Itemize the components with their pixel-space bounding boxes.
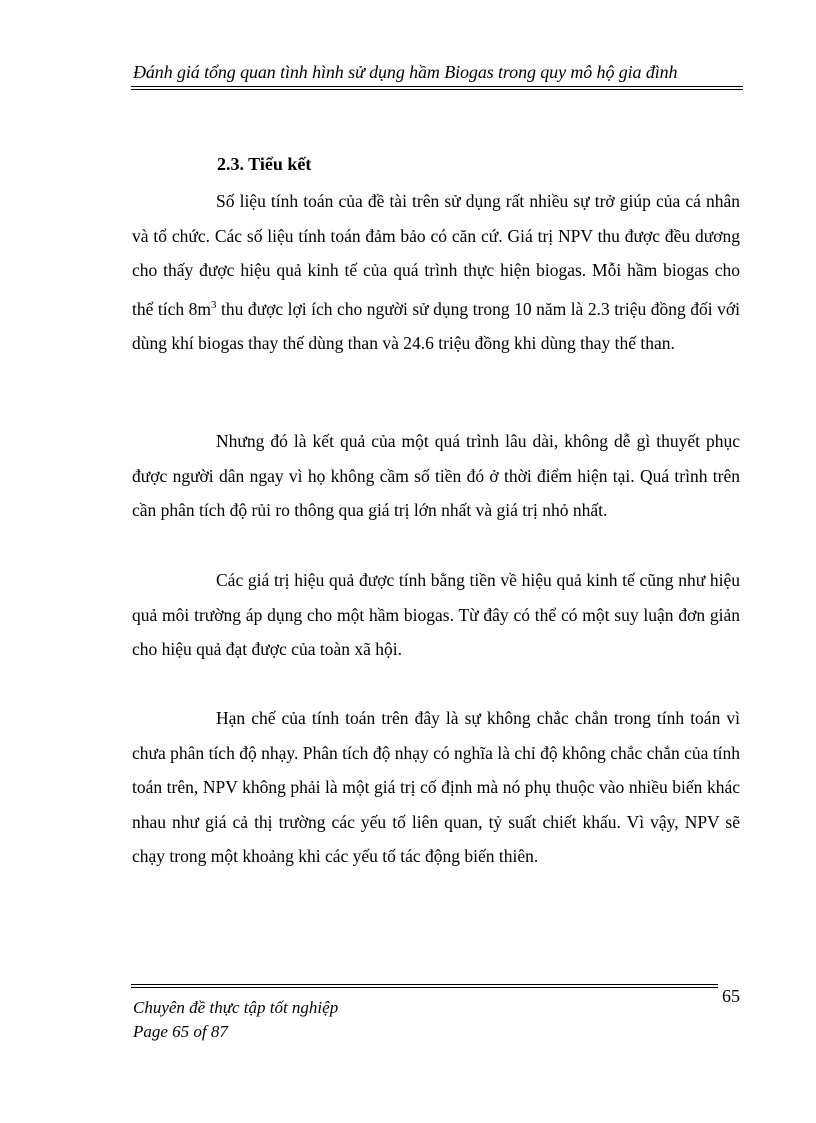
paragraph-3: Các giá trị hiệu quả được tính bằng tiền về hiệu quả kinh tế cũng như hiệu quả môi trường áp dụng cho một hầm biogas. Từ đây có thể có một suy luận đơn giản cho hiệu quả đạt được của toàn xã hội.: [132, 570, 740, 659]
paragraph-2: Nhưng đó là kết quả của một quá trình lâu dài, không dễ gì thuyết phục được người dân ngay vì họ không cầm số tiền đó ở thời điểm hiện tại. Quá trình trên cần phân tích độ rủi ro thông qua giá trị lớn nhất và giá trị nhỏ nhất.: [132, 431, 740, 520]
paragraph-1-text-a: Số liệu tính toán của đề tài trên sử dụng rất nhiều sự trở giúp của cá nhân và tổ chức. Các số liệu tính toán đảm bảo có căn cứ. Giá trị NPV thu được đều dương cho thấy được hiệu quả kinh tế của quá trình thực hiện biogas. Mỗi hầm biogas cho thể tích 8m: [132, 191, 740, 319]
footer-rule-bottom: [131, 987, 718, 988]
superscript-cubic: 3: [210, 298, 217, 311]
page-number: 65: [722, 986, 740, 1006]
paragraph-4: Hạn chế của tính toán trên đây là sự không chắc chắn trong tính toán vì chưa phân tích độ nhạy. Phân tích độ nhạy có nghĩa là chỉ độ không chắc chắn của tính toán trên, NPV không phải là một giá trị cố định mà nó phụ thuộc vào nhiều biến khác nhau như giá cả thị trường các yếu tố liên quan, tỷ suất chiết khấu. Vì vậy, NPV sẽ chạy trong một khoảng khi các yếu tố tác động biến thiên.: [132, 708, 740, 866]
header-rule-bottom: [131, 89, 743, 90]
footer-page-label: Page 65 of 87: [133, 1022, 228, 1041]
running-header-title: Đánh giá tổng quan tình hình sử dụng hầm Biogas trong quy mô hộ gia đình: [133, 62, 678, 82]
footer-title: Chuyên đề thực tập tốt nghiệp: [133, 998, 339, 1017]
paragraph-1: [132, 184, 740, 360]
header-rule-top: [131, 86, 743, 87]
footer-rule-top: [131, 984, 718, 985]
paragraph-1-text-b: thu được lợi ích cho người sử dụng trong 10 năm là 2.3 triệu đồng đối với dùng khí biogas thay thế dùng than và 24.6 triệu đồng khi dùng thay thế than.: [132, 298, 740, 353]
section-heading: 2.3. Tiểu kết: [217, 154, 312, 174]
